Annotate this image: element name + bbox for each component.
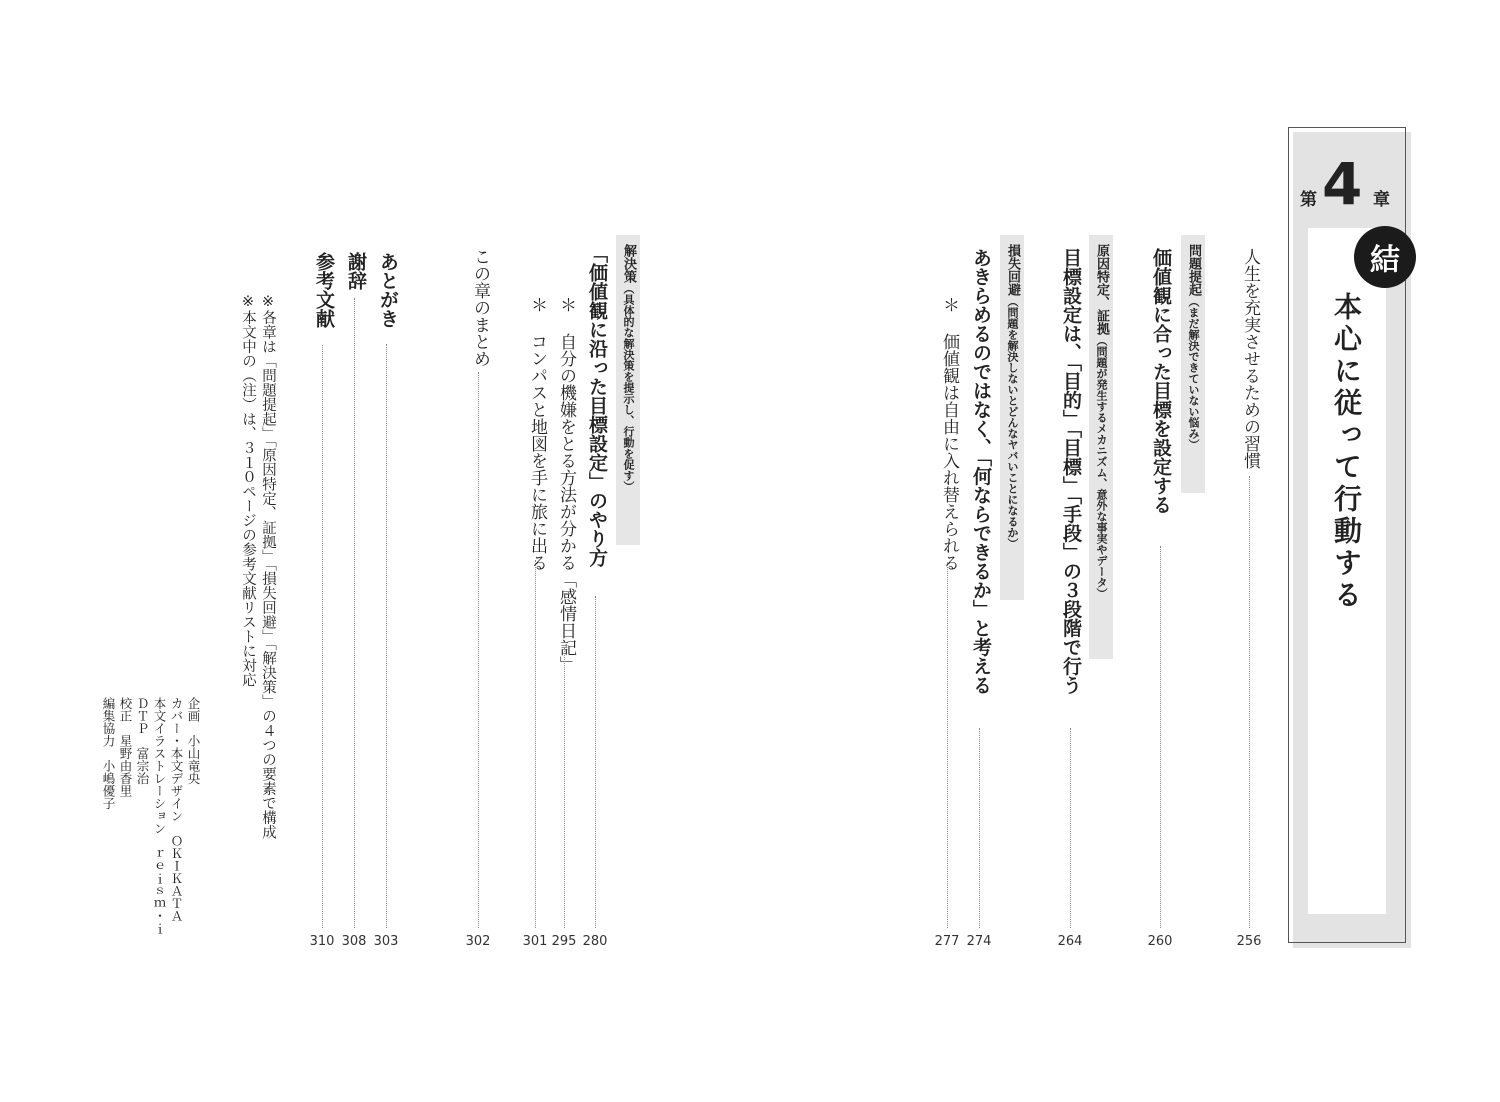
page-303: 303 xyxy=(373,934,399,949)
page-308: 308 xyxy=(341,934,367,949)
credit-planning: 企画 小山竜央 xyxy=(186,697,201,785)
section-label-solution-title: 解決策 xyxy=(621,244,636,283)
toc-entry-280: 「価値観に沿った目標設定」のやり方 xyxy=(586,244,608,567)
page-277: 277 xyxy=(934,934,960,949)
credit-editing: 編集協力 小嶋優子 xyxy=(101,697,116,810)
page-264: 264 xyxy=(1057,934,1083,949)
page-301: 301 xyxy=(522,934,548,949)
section-label-loss xyxy=(1003,244,1022,549)
section-label-cause-title: 原因特定、証拠 xyxy=(1094,244,1109,335)
credit-illustration: 本文イラストレーション ｒｅｉｓｍ・ｉ xyxy=(152,697,167,935)
section-label-problem-title: 問題提起 xyxy=(1186,244,1201,296)
leader-260 xyxy=(1160,546,1161,928)
leader-295 xyxy=(564,648,565,928)
chapter-suffix: 章 xyxy=(1373,190,1390,210)
leader-308 xyxy=(354,298,355,928)
section-label-cause-note: （問題が発生するメカニズム、意外な事実やデータ） xyxy=(1095,335,1108,599)
toc-entry-303: あとがき xyxy=(377,252,399,328)
toc-entry-302: この章のまとめ xyxy=(470,248,490,367)
leader-303 xyxy=(386,344,387,928)
page-260: 260 xyxy=(1147,934,1173,949)
toc-entry-277: ＊ 価値観は自由に入れ替えられる xyxy=(939,296,959,571)
page-302: 302 xyxy=(465,934,491,949)
leader-274 xyxy=(979,728,980,928)
section-label-solution-note: （具体的な解決策を提示し、行動を促す） xyxy=(622,283,635,492)
chapter-title: 本心に従って行動する xyxy=(1330,292,1363,612)
leader-310 xyxy=(322,345,323,928)
toc-entry-295: ＊ 自分の機嫌をとる方法が分かる「感情日記」 xyxy=(556,296,576,673)
toc-entry-260: 価値観に合った目標を設定する xyxy=(1150,248,1172,514)
leader-280 xyxy=(595,596,596,928)
section-label-cause xyxy=(1092,244,1111,599)
section-label-loss-title: 損失回避 xyxy=(1005,244,1020,296)
page-274: 274 xyxy=(966,934,992,949)
chapter-number: 4 xyxy=(1322,150,1363,218)
section-label-problem xyxy=(1184,244,1203,450)
toc-entry-301: ＊ コンパスと地図を手に旅に出る xyxy=(527,296,547,571)
toc-entry-310: 参考文献 xyxy=(313,252,335,328)
leader-302 xyxy=(478,372,479,928)
leader-264 xyxy=(1070,728,1071,928)
section-label-solution xyxy=(619,244,638,492)
toc-entry-308: 謝辞 xyxy=(345,252,367,290)
section-label-loss-note: （問題を解決しないとどんなヤバいことになるか） xyxy=(1006,296,1019,549)
toc-entry-264: 目標設定は、「目的」「目標」「手段」の３段階で行う xyxy=(1060,248,1082,695)
leader-301 xyxy=(535,560,536,928)
chapter-prefix: 第 xyxy=(1300,190,1317,210)
page-280: 280 xyxy=(582,934,608,949)
chapter-badge-label: 結 xyxy=(1370,243,1400,278)
page-310: 310 xyxy=(309,934,335,949)
note-references: ※本文中の（注）は、３１０ページの参考文献リストに対応 xyxy=(240,294,256,687)
leader-277 xyxy=(947,562,948,928)
toc-entry-274: あきらめるのではなく、「何ならできるか」と考える xyxy=(970,248,992,695)
credit-dtp: ＤＴＰ 富宗治 xyxy=(135,697,150,785)
leader-256 xyxy=(1249,476,1250,928)
page-295: 295 xyxy=(551,934,577,949)
section-label-problem-note: （まだ解決できていない悩み） xyxy=(1187,296,1200,450)
toc-entry-256: 人生を充実させるための習慣 xyxy=(1240,248,1260,469)
credit-proofreading: 校正 星野由香里 xyxy=(118,697,133,797)
note-structure: ※各章は「問題提起」「原因特定、証拠」「損失回避」「解決策」の４つの要素で構成 xyxy=(260,294,276,840)
chapter-badge xyxy=(1354,226,1416,288)
page-256: 256 xyxy=(1236,934,1262,949)
credit-design: カバー・本文デザイン ＯＫＩＫＡＴＡ xyxy=(169,697,184,922)
